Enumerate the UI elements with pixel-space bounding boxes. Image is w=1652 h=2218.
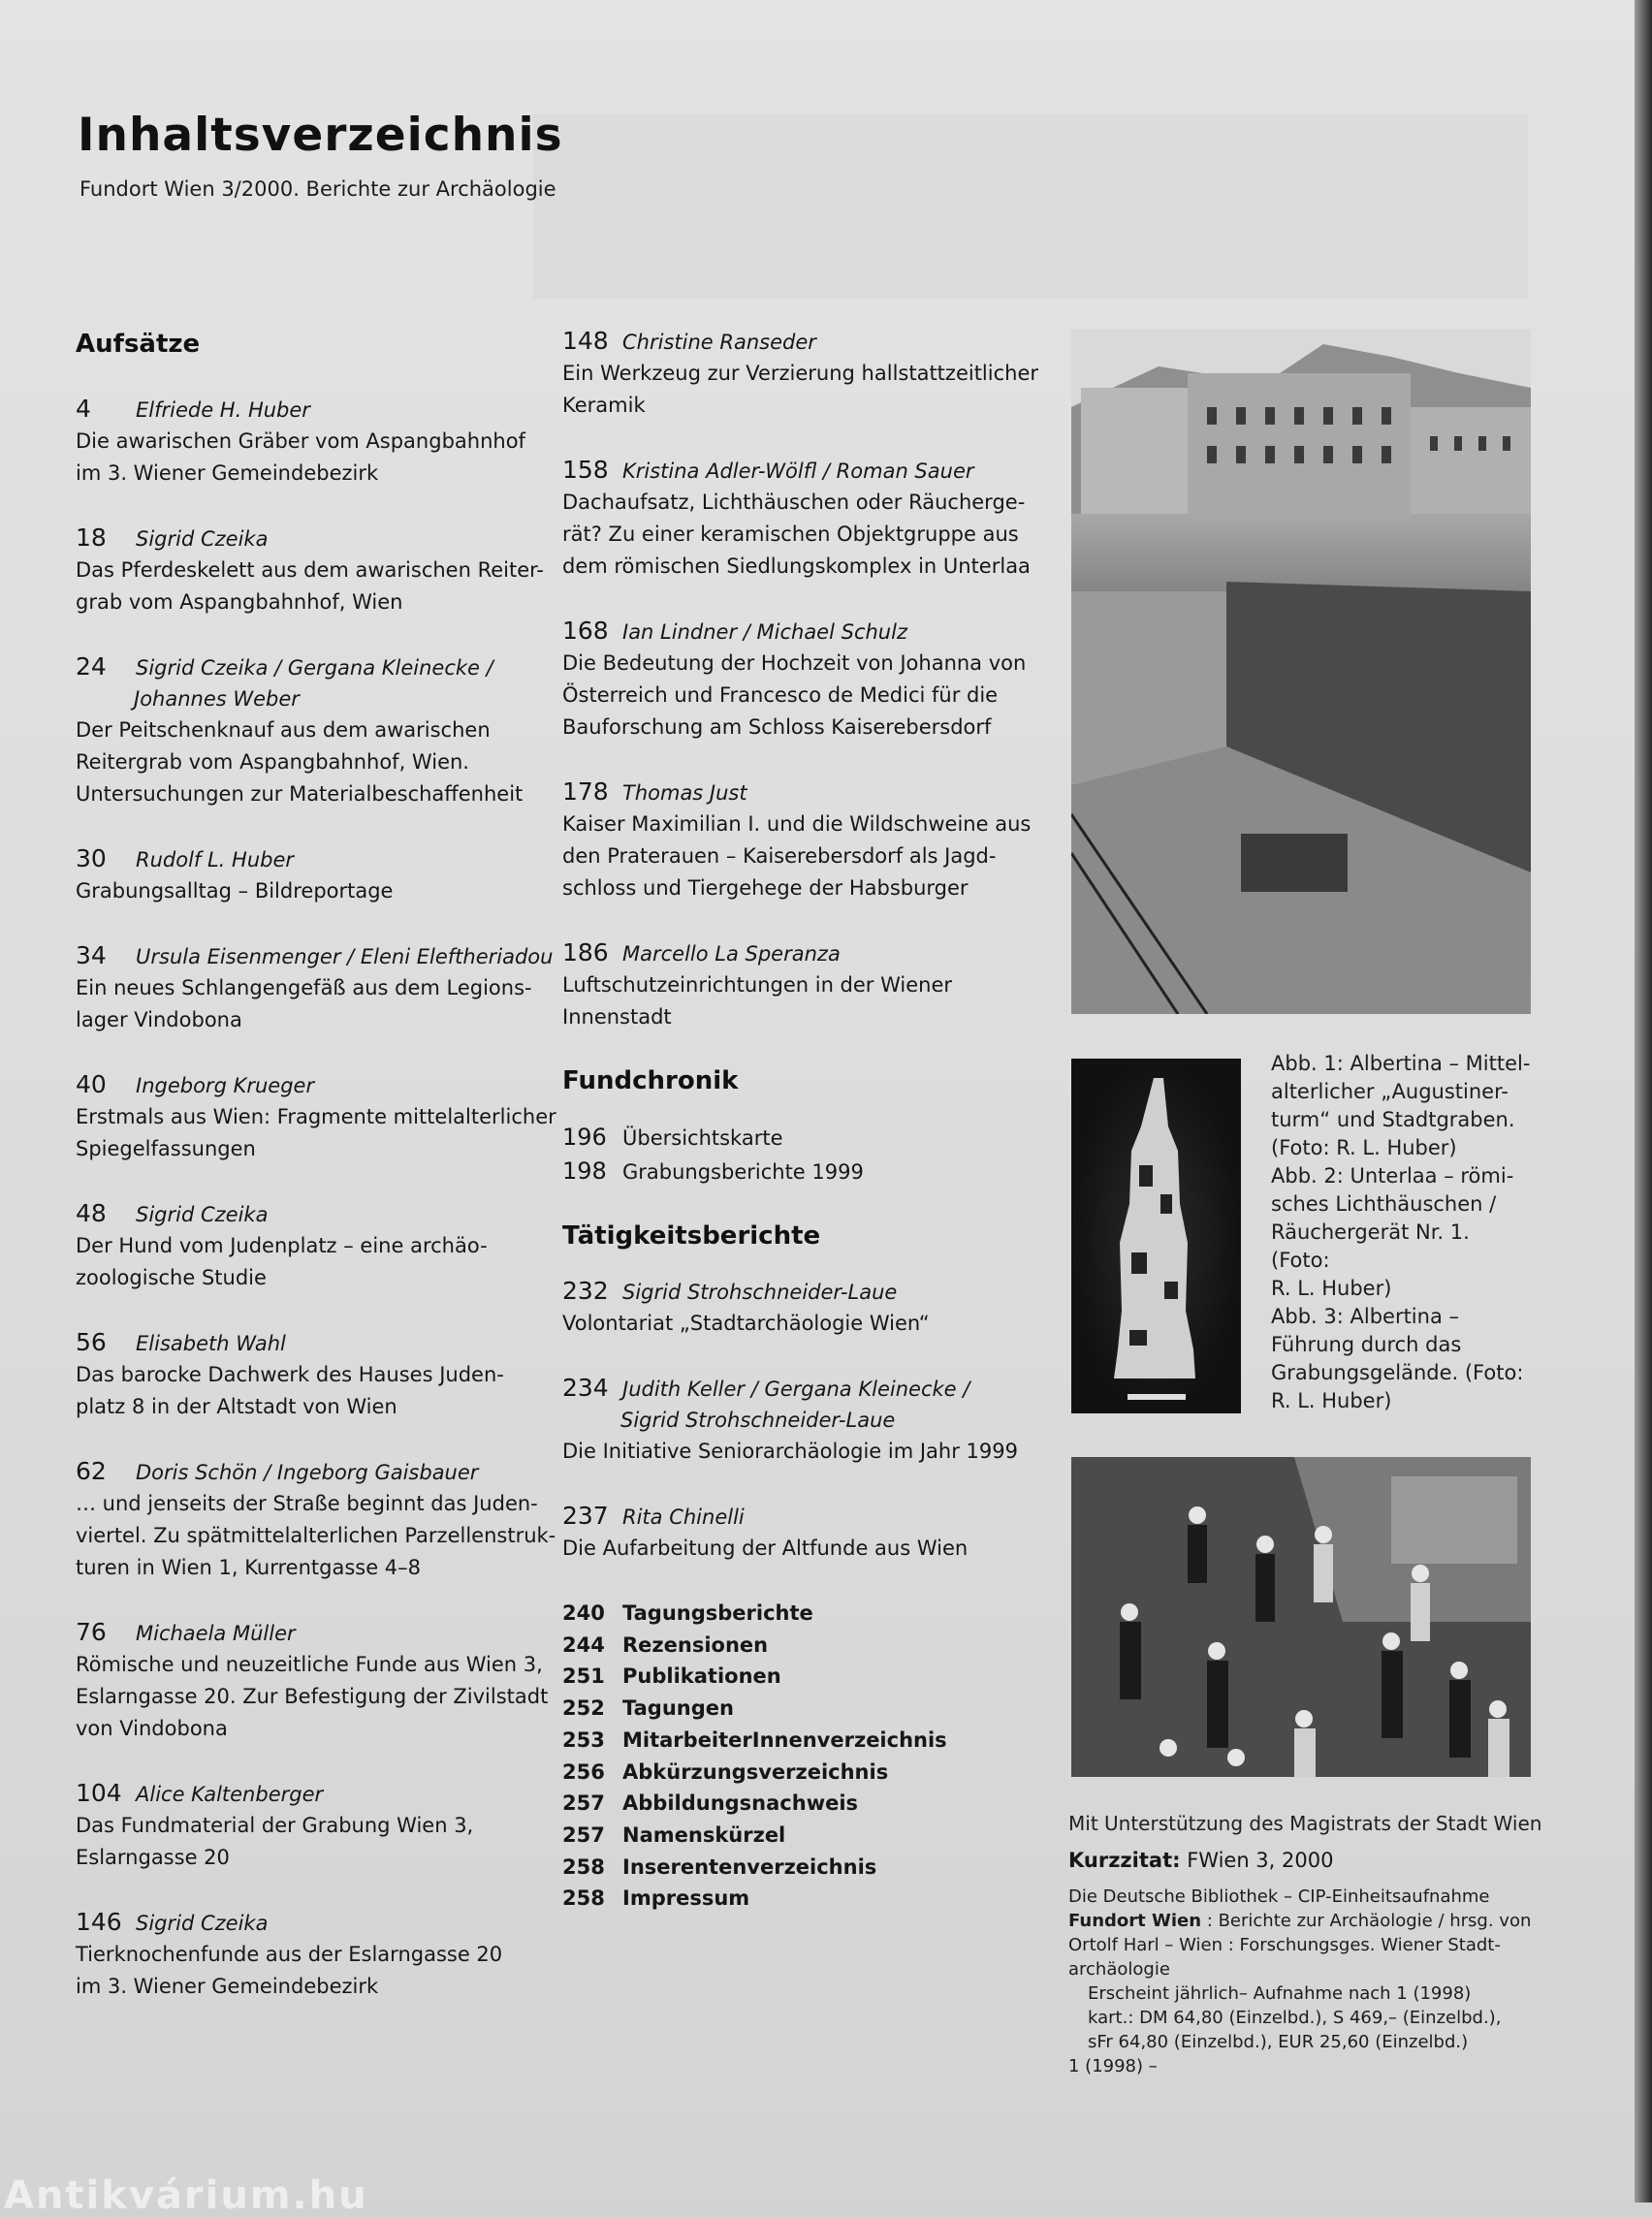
article-title-line: Die Aufarbeitung der Altfunde aus Wien — [562, 1537, 969, 1560]
caption-line: sches Lichthäuschen / — [1271, 1192, 1497, 1216]
page-number: 18 — [76, 523, 107, 552]
page-number: 252 — [562, 1696, 605, 1721]
article-title-line: dem römischen Siedlungskomplex in Unterlaa — [562, 554, 1031, 578]
article-title-line: Untersuchungen zur Materialbeschaffenheit — [76, 782, 524, 806]
toc-entry — [76, 1069, 560, 1165]
toc-entry — [76, 651, 560, 810]
page-number: 232 — [562, 1277, 609, 1305]
caption-line: R. L. Huber) — [1271, 1389, 1392, 1412]
toc-entry-head — [76, 1069, 560, 1101]
cip-line: 1 (1998) – — [1068, 2056, 1158, 2076]
cip-line-rest: : Berichte zur Archäologie / hrsg. von — [1201, 1911, 1532, 1931]
misc-section-row — [562, 1883, 1047, 1915]
toc-entry-head — [76, 1198, 560, 1230]
article-title-line: Der Peitschenknauf aus dem awarischen — [76, 718, 491, 742]
author-names: Kristina Adler-Wölfl / Roman Sauer — [622, 459, 974, 483]
short-citation — [1068, 1849, 1333, 1872]
section-label: Publikationen — [622, 1664, 781, 1689]
article-title-line: … und jenseits der Straße beginnt das Juden- — [76, 1492, 538, 1515]
fundchronik-row — [562, 1121, 1047, 1155]
caption-line: Abb. 3: Albertina – — [1271, 1305, 1459, 1328]
section-label: Grabungsberichte 1999 — [622, 1160, 864, 1184]
toc-entry-head — [76, 1907, 560, 1939]
page-number: 251 — [562, 1664, 605, 1689]
article-title-line: Reitergrab vom Aspangbahnhof, Wien. — [76, 750, 469, 774]
cip-line: Erscheint jährlich– Aufnahme nach 1 (1998) — [1088, 1983, 1472, 2004]
toc-entry-head — [562, 937, 1047, 969]
section-label: Namenskürzel — [622, 1822, 786, 1847]
author-names-continued: Sigrid Strohschneider-Laue — [620, 1409, 896, 1432]
article-title-line: Das barocke Dachwerk des Hauses Juden- — [76, 1363, 504, 1386]
article-title-line: Das Fundmaterial der Grabung Wien 3, — [76, 1814, 474, 1837]
page-number: 258 — [562, 1854, 605, 1879]
caption-line: Abb. 2: Unterlaa – römi- — [1271, 1164, 1514, 1188]
article-title-line: den Praterauen – Kaiserebersdorf als Jagd- — [562, 844, 997, 868]
page-number: 186 — [562, 938, 609, 966]
fundchronik-list — [562, 1121, 1047, 1188]
article-title-line: Innenstadt — [562, 1005, 672, 1029]
section-label: Impressum — [622, 1886, 750, 1911]
author-names: Ursula Eisenmenger / Eleni Eleftheriadou — [136, 945, 554, 968]
page-number: 256 — [562, 1759, 605, 1784]
toc-entry-head — [76, 394, 560, 426]
toc-entry — [562, 1373, 1047, 1468]
article-title-line: Spiegelfassungen — [76, 1137, 256, 1160]
author-names-continued: Johannes Weber — [134, 687, 300, 711]
article-title-line: Eslarngasse 20 — [76, 1846, 230, 1869]
toc-column-middle — [562, 326, 1047, 1915]
toc-entry-head — [562, 455, 1047, 487]
toc-entry-head — [562, 1501, 1047, 1533]
page-number: 76 — [76, 1618, 107, 1646]
author-names: Rudolf L. Huber — [136, 848, 295, 871]
toc-entry — [76, 1907, 560, 2003]
short-citation-label: Kurzzitat: — [1068, 1849, 1181, 1872]
page-number: 158 — [562, 456, 609, 484]
toc-entry-head — [76, 1778, 560, 1810]
page-title: Inhaltsverzeichnis — [78, 109, 563, 162]
toc-entry-head — [562, 1276, 1047, 1308]
section-label: Übersichtskarte — [622, 1126, 783, 1150]
toc-entry — [562, 937, 1047, 1033]
section-heading-fundchronik: Fundchronik — [562, 1066, 739, 1095]
caption-line: (Foto: R. L. Huber) — [1271, 1136, 1457, 1159]
misc-section-row — [562, 1725, 1047, 1757]
caption-line: Grabungsgelände. (Foto: — [1271, 1361, 1524, 1384]
page-number: 258 — [562, 1886, 605, 1911]
ceramic-object-illustration — [1071, 1059, 1241, 1413]
page-number: 30 — [76, 844, 107, 872]
page-subtitle: Fundort Wien 3/2000. Berichte zur Archäologie — [79, 177, 556, 201]
page-number: 257 — [562, 1791, 605, 1816]
author-names: Sigrid Czeika — [136, 1203, 269, 1226]
toc-entry — [76, 843, 560, 907]
toc-entry — [76, 1327, 560, 1423]
article-title-line: schloss und Tiergehege der Habsburger — [562, 876, 969, 900]
article-title-line: Bauforschung am Schloss Kaiserebersdorf — [562, 715, 992, 739]
page-number: 34 — [76, 941, 107, 969]
article-title-line: Der Hund vom Judenplatz – eine archäo- — [76, 1234, 488, 1257]
page-number: 196 — [562, 1124, 607, 1151]
article-title-line: Luftschutzeinrichtungen in der Wiener — [562, 973, 953, 997]
page-number: 4 — [76, 395, 91, 423]
toc-entry — [562, 776, 1047, 904]
caption-line: Abb. 1: Albertina – Mittel- — [1271, 1052, 1531, 1075]
toc-entry — [562, 616, 1047, 744]
article-title-line: platz 8 in der Altstadt von Wien — [76, 1395, 397, 1418]
cip-record — [1068, 1885, 1534, 2078]
toc-entry — [562, 1276, 1047, 1340]
misc-section-row — [562, 1598, 1047, 1630]
section-label: Rezensionen — [622, 1632, 769, 1657]
author-names: Sigrid Czeika — [136, 527, 269, 551]
author-names: Christine Ranseder — [622, 331, 816, 354]
page-number: 178 — [562, 777, 609, 806]
taetigkeitsberichte-list — [562, 1276, 1047, 1565]
article-title-line: Ein Werkzeug zur Verzierung hallstattzeitlicher — [562, 362, 1039, 385]
misc-section-row — [562, 1852, 1047, 1884]
toc-entry — [562, 326, 1047, 422]
cip-line: sFr 64,80 (Einzelbd.), EUR 25,60 (Einzelbd.) — [1088, 2032, 1469, 2052]
support-note: Mit Unterstützung des Magistrats der Stadt Wien — [1068, 1812, 1542, 1835]
cip-line: kart.: DM 64,80 (Einzelbd.), S 469,– (Einzelbd.), — [1088, 2008, 1502, 2028]
toc-entry — [76, 1778, 560, 1874]
article-title-line: lager Vindobona — [76, 1008, 242, 1031]
toc-entry-head — [562, 326, 1047, 358]
author-names: Judith Keller / Gergana Kleinecke / — [622, 1378, 970, 1401]
toc-entry-head — [76, 1617, 560, 1649]
page-number: 253 — [562, 1727, 605, 1752]
article-title-line: Eslarngasse 20. Zur Befestigung der Zivilstadt — [76, 1685, 549, 1708]
toc-entry — [562, 455, 1047, 583]
page-number: 198 — [562, 1157, 607, 1185]
toc-entry-head — [76, 523, 560, 554]
article-title-line: Römische und neuzeitliche Funde aus Wien 3, — [76, 1653, 543, 1676]
page-number: 24 — [76, 652, 107, 681]
group-tour-photo-illustration — [1071, 1457, 1531, 1777]
author-names: Rita Chinelli — [622, 1505, 745, 1529]
author-names: Marcello La Speranza — [622, 942, 841, 966]
short-citation-value: FWien 3, 2000 — [1187, 1849, 1334, 1872]
article-title-line: Die awarischen Gräber vom Aspangbahnhof — [76, 429, 525, 453]
caption-line: alterlicher „Augustiner- — [1271, 1080, 1509, 1103]
toc-entry-head — [562, 616, 1047, 648]
section-label: Tagungsberichte — [622, 1601, 813, 1625]
misc-section-row — [562, 1820, 1047, 1852]
toc-entry-head — [76, 843, 560, 875]
page-number: 56 — [76, 1328, 107, 1356]
toc-column-left — [76, 330, 560, 2036]
toc-entry — [76, 394, 560, 490]
section-label: Tagungen — [622, 1696, 734, 1721]
toc-entry — [76, 523, 560, 618]
article-title-line: Ein neues Schlangengefäß aus dem Legions- — [76, 976, 532, 999]
toc-entry-head — [76, 1456, 560, 1488]
figure-2-lichthaeuschen — [1071, 1059, 1241, 1413]
section-label: MitarbeiterInnenverzeichnis — [622, 1727, 947, 1752]
author-names: Doris Schön / Ingeborg Gaisbauer — [136, 1461, 479, 1484]
page-number: 244 — [562, 1632, 605, 1657]
page-number: 48 — [76, 1199, 107, 1227]
caption-line: R. L. Huber) — [1271, 1277, 1392, 1300]
author-names: Sigrid Strohschneider-Laue — [622, 1281, 898, 1304]
author-names: Michaela Müller — [136, 1622, 296, 1645]
toc-entry — [562, 1501, 1047, 1565]
cip-line: archäologie — [1068, 1959, 1170, 1980]
article-title-line: Grabungsalltag – Bildreportage — [76, 879, 394, 903]
toc-entry — [76, 1198, 560, 1294]
cip-line: Ortolf Harl – Wien : Forschungsges. Wiener Stadt- — [1068, 1935, 1501, 1955]
article-title-line: von Vindobona — [76, 1717, 228, 1740]
toc-entry-head — [562, 1373, 1047, 1405]
article-title-line: zoologische Studie — [76, 1266, 267, 1289]
article-title-line: Erstmals aus Wien: Fragmente mittelalterlicher — [76, 1105, 556, 1128]
page-number: 62 — [76, 1457, 107, 1485]
misc-section-row — [562, 1788, 1047, 1820]
misc-sections-list — [562, 1598, 1047, 1915]
caption-line: turm“ und Stadtgraben. — [1271, 1108, 1515, 1131]
figure-1-albertina-excavation — [1071, 330, 1531, 1014]
misc-section-row — [562, 1630, 1047, 1662]
caption-line: Räuchergerät Nr. 1. (Foto: — [1271, 1220, 1470, 1272]
article-title-line: viertel. Zu spätmittelalterlichen Parzellenstruk- — [76, 1524, 556, 1547]
author-names: Ingeborg Krueger — [136, 1074, 315, 1097]
author-names: Ian Lindner / Michael Schulz — [622, 620, 907, 644]
toc-entry-head — [76, 1327, 560, 1359]
article-title-line: rät? Zu einer keramischen Objektgruppe aus — [562, 523, 1019, 546]
page-number: 104 — [76, 1779, 122, 1807]
article-title-line: Volontariat „Stadtarchäologie Wien“ — [562, 1312, 930, 1335]
page-number: 40 — [76, 1070, 107, 1098]
article-title-line: im 3. Wiener Gemeindebezirk — [76, 1975, 379, 1998]
excavation-photo-illustration — [1071, 330, 1531, 1014]
toc-entry-head — [562, 776, 1047, 808]
author-names: Thomas Just — [622, 781, 747, 805]
toc-entry — [76, 1617, 560, 1745]
article-title-line: Tierknochenfunde aus der Eslarngasse 20 — [76, 1943, 503, 1966]
cip-line — [1068, 1909, 1534, 1933]
misc-section-row — [562, 1693, 1047, 1725]
section-label: Inserentenverzeichnis — [622, 1854, 877, 1879]
figure-3-albertina-fuehrung — [1071, 1457, 1531, 1777]
author-names: Alice Kaltenberger — [136, 1783, 324, 1806]
aufsaetze-list-continued — [562, 326, 1047, 1033]
figure-captions — [1271, 1050, 1533, 1415]
fundchronik-row — [562, 1155, 1047, 1188]
article-title-line: Keramik — [562, 394, 646, 417]
show-through-shading — [533, 114, 1528, 299]
section-label: Abkürzungsverzeichnis — [622, 1759, 889, 1784]
section-heading-taetigkeitsberichte: Tätigkeitsberichte — [562, 1221, 821, 1251]
page-number: 237 — [562, 1502, 609, 1530]
article-title-line: Das Pferdeskelett aus dem awarischen Reiter- — [76, 558, 544, 582]
misc-section-row — [562, 1757, 1047, 1789]
page-number: 148 — [562, 327, 609, 355]
aufsaetze-list — [76, 394, 560, 2003]
section-heading-aufsaetze: Aufsätze — [76, 330, 201, 359]
article-title-line: Dachaufsatz, Lichthäuschen oder Räucherge- — [562, 491, 1026, 514]
article-title-line: Die Initiative Seniorarchäologie im Jahr 1999 — [562, 1440, 1018, 1463]
toc-entry-head — [76, 651, 560, 683]
author-names: Elfriede H. Huber — [136, 398, 310, 422]
author-names: Elisabeth Wahl — [136, 1332, 286, 1355]
article-title-line: Österreich und Francesco de Medici für die — [562, 683, 999, 707]
section-label: Abbildungsnachweis — [622, 1791, 859, 1816]
page-edge-shadow — [1635, 0, 1652, 2202]
cip-line: Die Deutsche Bibliothek – CIP-Einheitsaufnahme — [1068, 1886, 1490, 1907]
article-title-line: turen in Wien 1, Kurrentgasse 4–8 — [76, 1556, 422, 1579]
toc-entry — [76, 1456, 560, 1584]
caption-line: Führung durch das — [1271, 1333, 1462, 1356]
page-number: 146 — [76, 1908, 122, 1936]
toc-entry-head — [76, 940, 560, 972]
page-number: 240 — [562, 1601, 605, 1625]
watermark: Antikvárium.hu — [4, 2173, 368, 2218]
page-number: 168 — [562, 617, 609, 645]
article-title-line: grab vom Aspangbahnhof, Wien — [76, 590, 403, 614]
author-names: Sigrid Czeika — [136, 1912, 269, 1935]
article-title-line: Kaiser Maximilian I. und die Wildschweine aus — [562, 812, 1032, 836]
article-title-line: Die Bedeutung der Hochzeit von Johanna von — [562, 651, 1027, 675]
page-number: 234 — [562, 1374, 609, 1402]
article-title-line: im 3. Wiener Gemeindebezirk — [76, 461, 379, 485]
toc-entry — [76, 940, 560, 1036]
author-names: Sigrid Czeika / Gergana Kleinecke / — [136, 656, 493, 680]
page-number: 257 — [562, 1822, 605, 1847]
misc-section-row — [562, 1661, 1047, 1693]
cip-bold-title: Fundort Wien — [1068, 1911, 1202, 1931]
